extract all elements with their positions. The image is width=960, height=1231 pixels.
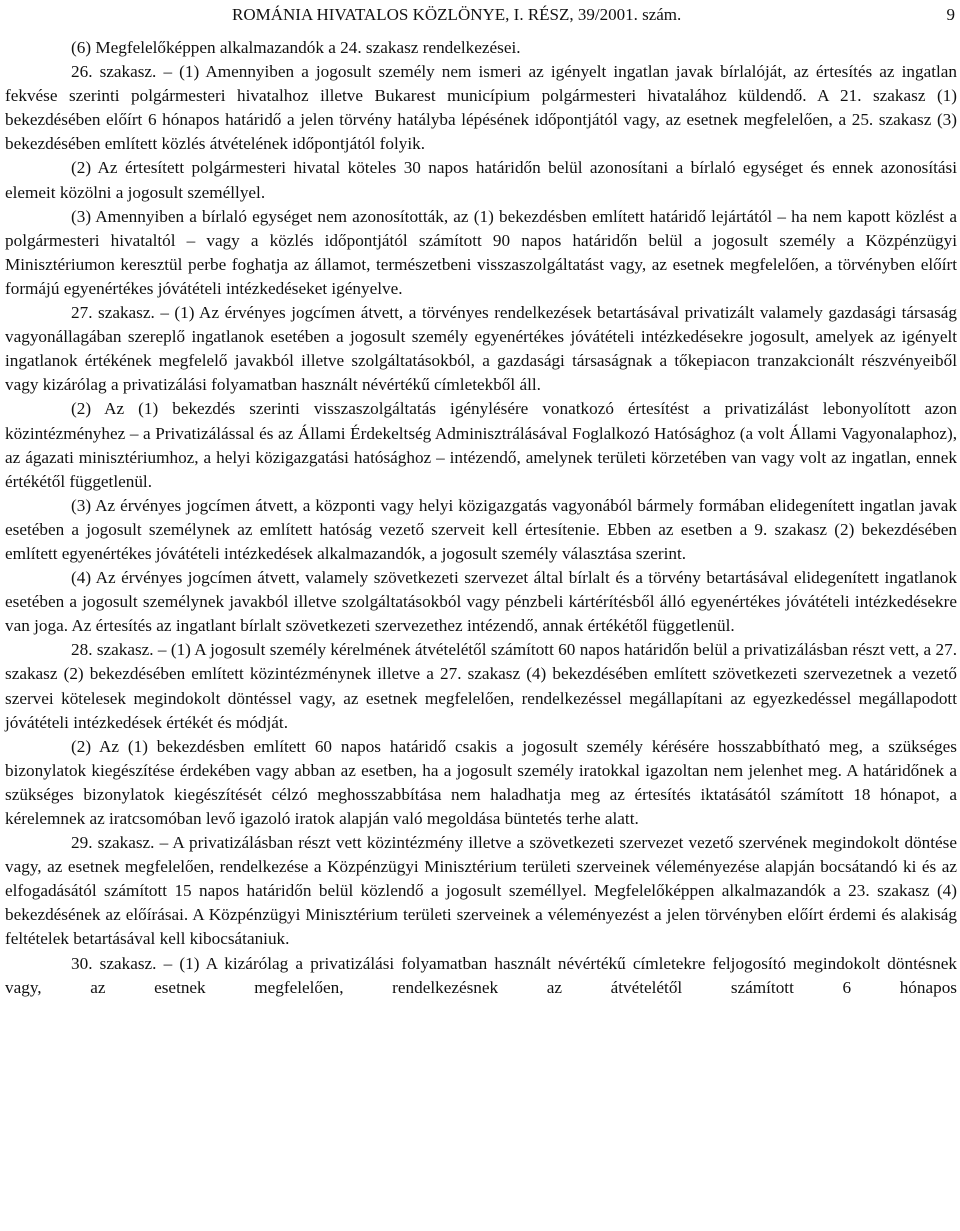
paragraph-27-4: (4) Az érvényes jogcímen átvett, valamely szövetkezeti szervezet által bírlalt és a törvény betartásával elidegenített ingatlanok esetében a jogosult személynek javakból illetve szolgáltatásokból vagy pénzbeli kártérítésből álló egyenértékes jóvátételi intézkedésekre van joga. Az értesítés az ingatlant bírlalt szövetkezeti szervezethez intézendő, annak értékétől függetlenül. [5,568,957,636]
paragraph-30-1: 30. szakasz. – (1) A kizárólag a privatizálási folyamatban használt névértékű címletekre feljogosító megindokolt döntésnek vagy, az esetnek megfelelően, rendelkezésnek az átvételétől számított 6 hónapos [5,953,957,997]
document-body [5,36,957,1000]
page-number: 9 [946,5,955,24]
paragraph-27-1: 27. szakasz. – (1) Az érvényes jogcímen átvett, a törvényes rendelkezések betartásával privatizált valamely gazdasági társaság vagyonállagában szereplő ingatlanok esetében a jogosult személy egyenértékes jóvátételi intézkedésekre jogosult, amelyek az igényelt ingatlanok értékének megfelelő javakból illetve szolgáltatásokból, a gazdasági társaságnak a tőkepiacon tranzakcionált részvényeiből vagy kizárólag a privatizálási folyamatban használt névértékű címletekből áll. [5,303,957,395]
document-page [5,0,957,1000]
page-header [5,0,957,36]
paragraph-27-3: (3) Az érvényes jogcímen átvett, a központi vagy helyi közigazgatás vagyonából bármely formában elidegenített ingatlan javak esetében a jogosult személynek az említett hatóság vezető szerveit kell értesítenie. Ebben az esetben a 9. szakasz (2) bekezdésében említett egyenértékes jóvátételi intézkedések alkalmazandók, a jogosult személy választása szerint. [5,495,957,563]
paragraph-26-2: (2) Az értesített polgármesteri hivatal köteles 30 napos határidőn belül azonosítani a bírlaló egységet és ennek azonosítási elemeit közölni a jogosult személlyel. [5,158,957,202]
paragraph-26-1: 26. szakasz. – (1) Amennyiben a jogosult személy nem ismeri az igényelt ingatlan javak bírlalóját, az értesítés az ingatlan fekvése szerinti polgármesteri hivatalhoz illetve Bukarest municípium polgármesteri hivatalához küldendő. A 21. szakasz (1) bekezdésében előírt 6 hónapos határidő a jelen törvény hatályba lépésének időpontjától vagy, az esetnek megfelelően, a 25. szakasz (3) bekezdésében említett közlés átvételének időpontjától folyik. [5,62,957,154]
paragraph-28-1: 28. szakasz. – (1) A jogosult személy kérelmének átvételétől számított 60 napos határidőn belül a privatizálásban részt vett, a 27. szakasz (2) bekezdésében említett közintézménynek illetve a 27. szakasz (4) bekezdésében említett szövetkezeti szervezetnek a vezető szervei kötelesek megindokolt döntéssel vagy, az esetnek megfelelően, rendelkezéssel megállapítani az egyezkedéssel megállapodott jóvátételi intézkedések értékét és módját. [5,640,957,732]
paragraph-27-2: (2) Az (1) bekezdés szerinti visszaszolgáltatás igénylésére vonatkozó értesítést a privatizálást lebonyolított azon közintézményhez – a Privatizálással és az Állami Érdekeltség Adminisztrálásával Foglalkozó Hatósághoz (a volt Állami Vagyonalaphoz), az ágazati minisztériumhoz, a helyi közigazgatási hatósághoz – intézendő, amelynek területi körzetében van vagy volt az ingatlan, ennek értékétől függetlenül. [5,399,957,491]
paragraph-26-3: (3) Amennyiben a bírlaló egységet nem azonosították, az (1) bekezdésben említett határidő lejártától – ha nem kapott közlést a polgármesteri hivataltól – vagy a közlés időpontjától számított 90 napos határidőn belül a jogosult személy a Közpénzügyi Minisztériumon keresztül perbe foghatja az államot, természetbeni visszaszolgáltatást vagy, az esetnek megfelelően, a törvényben előírt formájú egyenértékes jóvátételi intézkedéseket igényelve. [5,206,957,298]
paragraph-26-6: (6) Megfelelőképpen alkalmazandók a 24. szakasz rendelkezései. [71,38,521,57]
paragraph-29: 29. szakasz. – A privatizálásban részt vett közintézmény illetve a szövetkezeti szervezet vezető szervének megindokolt döntése vagy, az esetnek megfelelően, rendelkezése a Közpénzügyi Minisztérium területi szerveinek véleményezése alapján bocsátandó ki és az elfogadásától számított 15 napos határidőn belül közlendő a jogosult személlyel. Megfelelőképpen alkalmazandók a 23. szakasz (4) bekezdésének az előírásai. A Közpénzügyi Minisztérium területi szerveinek a véleményezést a jelen törvényben előírt érdemi és alakiság feltételek betartásával kell kibocsátaniuk. [5,833,957,949]
paragraph-28-2: (2) Az (1) bekezdésben említett 60 napos határidő csakis a jogosult személy kérésére hosszabbítható meg, a szükséges bizonylatok kiegészítése érdekében vagy abban az esetben, ha a jogosult személy iratokkal igazoltan nem jelenhet meg. A határidőnek a szükséges bizonylatok kiegészítését célzó meghosszabbítása nem haladhatja meg az értesítés iktatásától számított 18 hónapot, a kérelemnek az iratcsomóban levő igazoló iratok alapján való megoldása büntetés terhe alatt. [5,736,957,828]
header-title: ROMÁNIA HIVATALOS KÖZLÖNYE, I. RÉSZ, 39/2001. szám. [232,5,682,24]
